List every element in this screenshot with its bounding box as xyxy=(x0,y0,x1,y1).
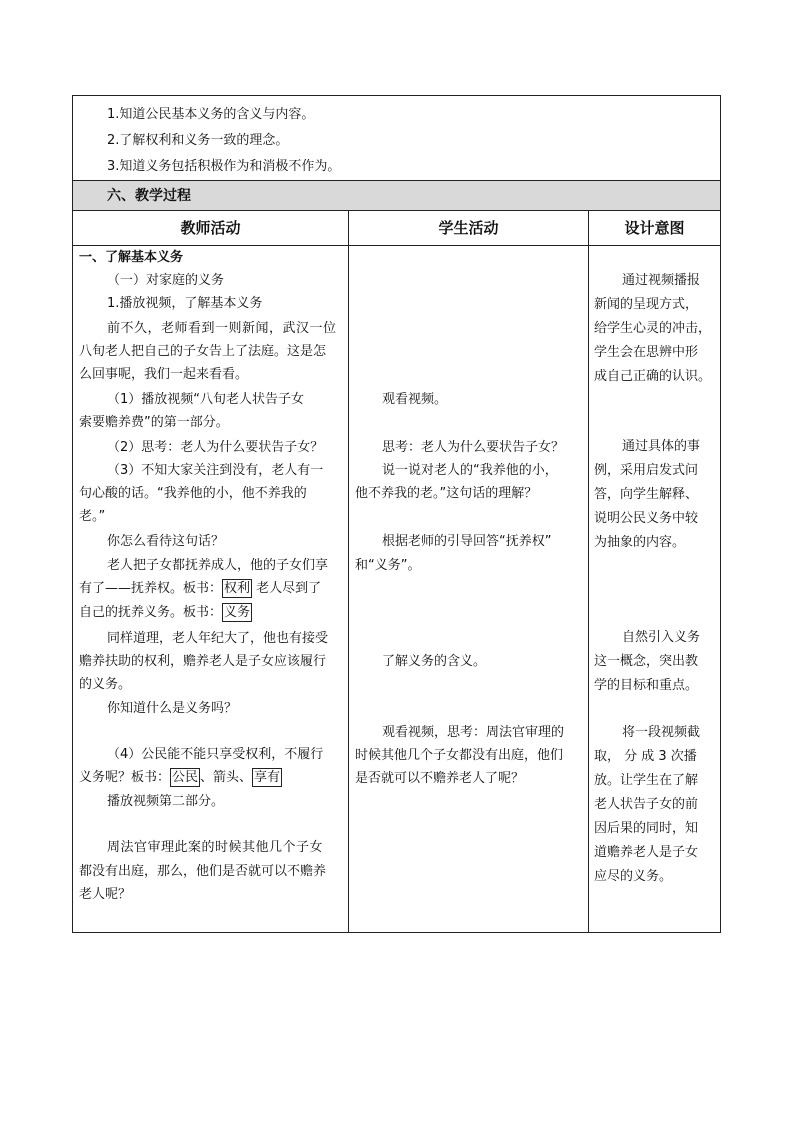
teacher-line: 八旬老人把自己的子女告上了法庭。这是怎 xyxy=(79,344,327,359)
lesson-plan-table xyxy=(72,95,721,933)
design-line: 例，采用启发式问 xyxy=(594,463,699,478)
teacher-text: 自己的抚养义务。板书： xyxy=(79,605,223,620)
teacher-line: 1.播放视频，了解基本义务 xyxy=(107,296,263,311)
objectives-row xyxy=(73,96,720,181)
teacher-line: 你知道什么是义务吗？ xyxy=(107,701,238,716)
teacher-line: 老人把子女都抚养成人，他的子女们享 xyxy=(107,558,329,573)
objective-item: 3.知道义务包括积极作为和消极不作为。 xyxy=(107,159,341,174)
teacher-line xyxy=(79,601,252,624)
design-line: 取， 分 成 3 次播 xyxy=(594,749,697,764)
teacher-line: 你怎么看待这句话？ xyxy=(107,534,225,549)
teacher-line: 老人呢？ xyxy=(79,887,132,902)
design-line: 道赡养老人是子女 xyxy=(594,845,699,860)
design-line: 放。让学生在了解 xyxy=(594,773,699,788)
teacher-line: 老。” xyxy=(79,509,106,524)
design-line: 自然引入义务 xyxy=(622,630,701,645)
teacher-line: 赡养扶助的权利，赡养老人是子女应该履行 xyxy=(79,654,327,669)
design-line: 老人状告子女的前 xyxy=(594,797,699,812)
teacher-line: （3）不知大家关注到没有，老人有一 xyxy=(107,463,324,478)
teacher-line: 么回事呢，我们一起来看看。 xyxy=(79,367,249,382)
teacher-text: 、箭头、 xyxy=(200,770,253,785)
blackboard-term-citizen: 公民 xyxy=(172,770,199,785)
header-teacher-activity: 教师活动 xyxy=(73,211,349,245)
student-line: 说一说对老人的“我养他的小， xyxy=(382,463,558,478)
blackboard-term-enjoy: 享有 xyxy=(254,770,281,785)
teacher-activity-cell xyxy=(73,246,349,932)
teacher-heading: 一、了解基本义务 xyxy=(79,250,184,265)
teacher-line xyxy=(79,577,321,600)
student-line: 和“义务”。 xyxy=(355,558,421,573)
teacher-line: （4）公民能不能只享受权利，不履行 xyxy=(107,747,324,762)
design-intent-cell xyxy=(589,246,720,932)
header-student-activity: 学生活动 xyxy=(349,211,589,245)
process-row xyxy=(73,246,720,932)
student-line: 时候其他几个子女都没有出庭，他们 xyxy=(355,748,564,763)
design-line: 通过具体的事 xyxy=(622,439,701,454)
teacher-line: 前不久，老师看到一则新闻，武汉一位 xyxy=(107,321,337,336)
student-line: 他不养我的老。”这句话的理解？ xyxy=(355,486,538,501)
teacher-line: 的义务。 xyxy=(79,677,132,692)
blackboard-term-rights: 权利 xyxy=(224,581,251,596)
teacher-line: （2）思考：老人为什么要状告子女？ xyxy=(107,440,324,455)
teacher-text: 老人尽到了 xyxy=(252,581,322,596)
teacher-line: 同样道理，老人年纪大了，他也有接受 xyxy=(107,631,329,646)
teacher-line: 句心酸的话。“我养他的小，他不养我的 xyxy=(79,486,307,501)
column-header-row xyxy=(73,211,720,246)
design-line: 应尽的义务。 xyxy=(594,869,673,884)
design-line: 学生会在思辨中形 xyxy=(594,345,699,360)
student-activity-cell xyxy=(349,246,589,932)
header-design-intent: 设计意图 xyxy=(624,219,685,237)
design-line: 新闻的呈现方式， xyxy=(594,297,699,312)
teacher-line: 索要赡养费”的第一部分。 xyxy=(79,415,229,430)
design-line: 答，向学生解释、 xyxy=(594,487,699,502)
teacher-text: 有了——抚养权。板书： xyxy=(79,581,223,596)
teacher-line: 周法官审理此案的时候其他几个子女 xyxy=(107,840,324,855)
design-line: 学的目标和重点。 xyxy=(594,678,699,693)
design-line: 为抽象的内容。 xyxy=(594,535,686,550)
student-line: 了解义务的含义。 xyxy=(382,654,487,669)
objective-item: 1.知道公民基本义务的含义与内容。 xyxy=(107,107,315,122)
teacher-line: 都没有出庭，那么，他们是否就可以不赡养 xyxy=(79,864,327,879)
student-line: 是否就可以不赡养老人了呢？ xyxy=(355,771,525,786)
teacher-line: （一）对家庭的义务 xyxy=(107,273,225,288)
teacher-line: 播放视频第二部分。 xyxy=(107,794,225,809)
design-line: 因后果的同时，知 xyxy=(594,821,699,836)
design-line: 成自己正确的认识。 xyxy=(594,369,712,384)
student-line: 观看视频，思考：周法官审理的 xyxy=(382,725,565,740)
section-title: 六、教学过程 xyxy=(73,181,720,211)
design-line: 给学生心灵的冲击， xyxy=(594,321,712,336)
student-line: 根据老师的引导回答“抚养权” xyxy=(382,534,552,549)
teacher-text: 义务呢？板书： xyxy=(79,770,171,785)
student-line: 观看视频。 xyxy=(382,392,448,407)
teacher-line: （1）播放视频“八旬老人状告子女 xyxy=(107,392,305,407)
objective-item: 2.了解权利和义务一致的理念。 xyxy=(107,133,289,148)
design-line: 这一概念，突出教 xyxy=(594,654,699,669)
design-line: 通过视频播报 xyxy=(622,273,701,288)
design-line: 将一段视频截 xyxy=(622,725,701,740)
blackboard-term-duty: 义务 xyxy=(224,605,251,620)
student-line: 思考：老人为什么要状告子女？ xyxy=(382,440,565,455)
design-line: 说明公民义务中较 xyxy=(594,511,699,526)
teacher-line xyxy=(79,766,282,789)
